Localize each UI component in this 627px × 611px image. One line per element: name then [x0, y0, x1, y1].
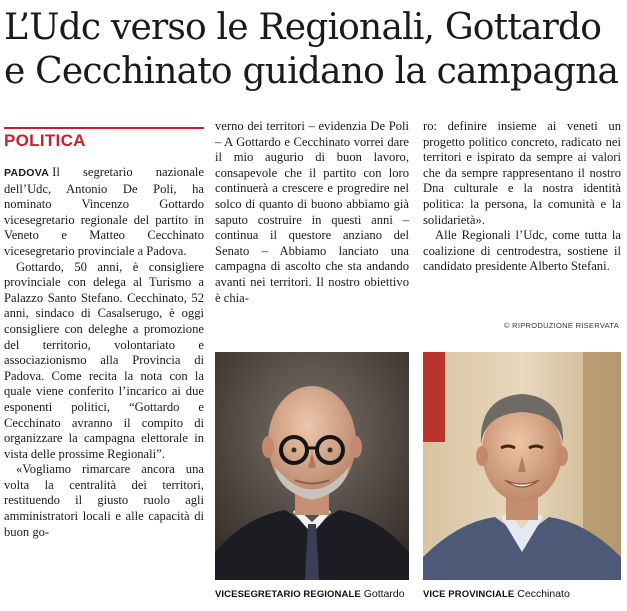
section-tag: [4, 127, 204, 156]
caption-gottardo: [215, 588, 405, 600]
caption-role: VICE PROVINCIALE: [423, 589, 515, 600]
article-column-3: [423, 119, 621, 275]
paragraph-1: [4, 165, 204, 260]
portrait-gottardo-image: [215, 352, 409, 580]
caption-name: Gottardo: [363, 588, 405, 600]
article-column-2: [215, 119, 409, 306]
photo-gottardo: [215, 352, 409, 580]
caption-cecchinato: [423, 588, 570, 600]
headline: [4, 6, 624, 94]
portrait-cecchinato-image: [423, 352, 621, 580]
caption-role: VICESEGRETARIO REGIONALE: [215, 589, 361, 600]
photo-cecchinato: [423, 352, 621, 580]
paragraph-2: Gottardo, 50 anni, è consigliere provinciale con delega al Turismo a Palazzo Santo Stefano. Cecchinato, 52 anni, sindaco di Casalserugo, è oggi consigliere con deleghe a promozione del territorio, volontariato e associazionismo alla Provincia di Padova. Come recita la nota con la quale viene conferito l’incarico ai due esponenti politici, “Gottardo e Cecchinato avranno il compito di organizzare la campagna elettorale in vista delle prossime Regionali”.: [4, 259, 204, 461]
paragraph-1-text: Il segretario nazionale dell’Udc, Antonio De Poli, ha nominato Vincenzo Gottardo vicesegretario regionale del partito in Veneto e Matteo Cecchinato vicesegretario provinciale a Padova.: [4, 165, 204, 258]
headline-line-1: L’Udc verso le Regionali, Gottardo: [4, 7, 602, 48]
dateline-city: PADOVA: [4, 167, 50, 179]
copyright-notice: © RIPRODUZIONE RISERVATA: [503, 321, 619, 330]
caption-name: Cecchinato: [517, 588, 570, 600]
paragraph-3-end: ro: definire insieme ai veneti un progetto politico concreto, radicato nei territori e ispirato da sempre ai valori che da sempre rappresentano il nostro Dna culturale e la nostra identità politica: la persona, la comunità e la solidarietà».: [423, 119, 621, 227]
headline-line-2: e Cecchinato guidano la campagna: [4, 51, 619, 92]
section-label: POLITICA: [4, 131, 86, 150]
paragraph-3-cont: verno dei territori – evidenzia De Poli – A Gottardo e Cecchinato vorrei dare il mio augurio di buon lavoro, consapevole che il partito con loro continuerà a crescere e progredire nel solco di quanto di buono abbiamo già saputo costruire in questi anni – continua il questore anziano del Senato – Abbiamo lanciato una campagna di ascolto che sta andando avanti nei territori. Il nostro obiettivo è chia-: [215, 119, 409, 305]
paragraph-4: Alle Regionali l’Udc, come tutta la coalizione di centrodestra, sostiene il candidato presidente Alberto Stefani.: [423, 228, 621, 274]
paragraph-3: «Vogliamo rimarcare ancora una volta la centralità dei territori, restituendo il giusto ruolo agli amministratori locali e alle capacità di buon go-: [4, 462, 204, 539]
article-column-1: [4, 165, 204, 540]
